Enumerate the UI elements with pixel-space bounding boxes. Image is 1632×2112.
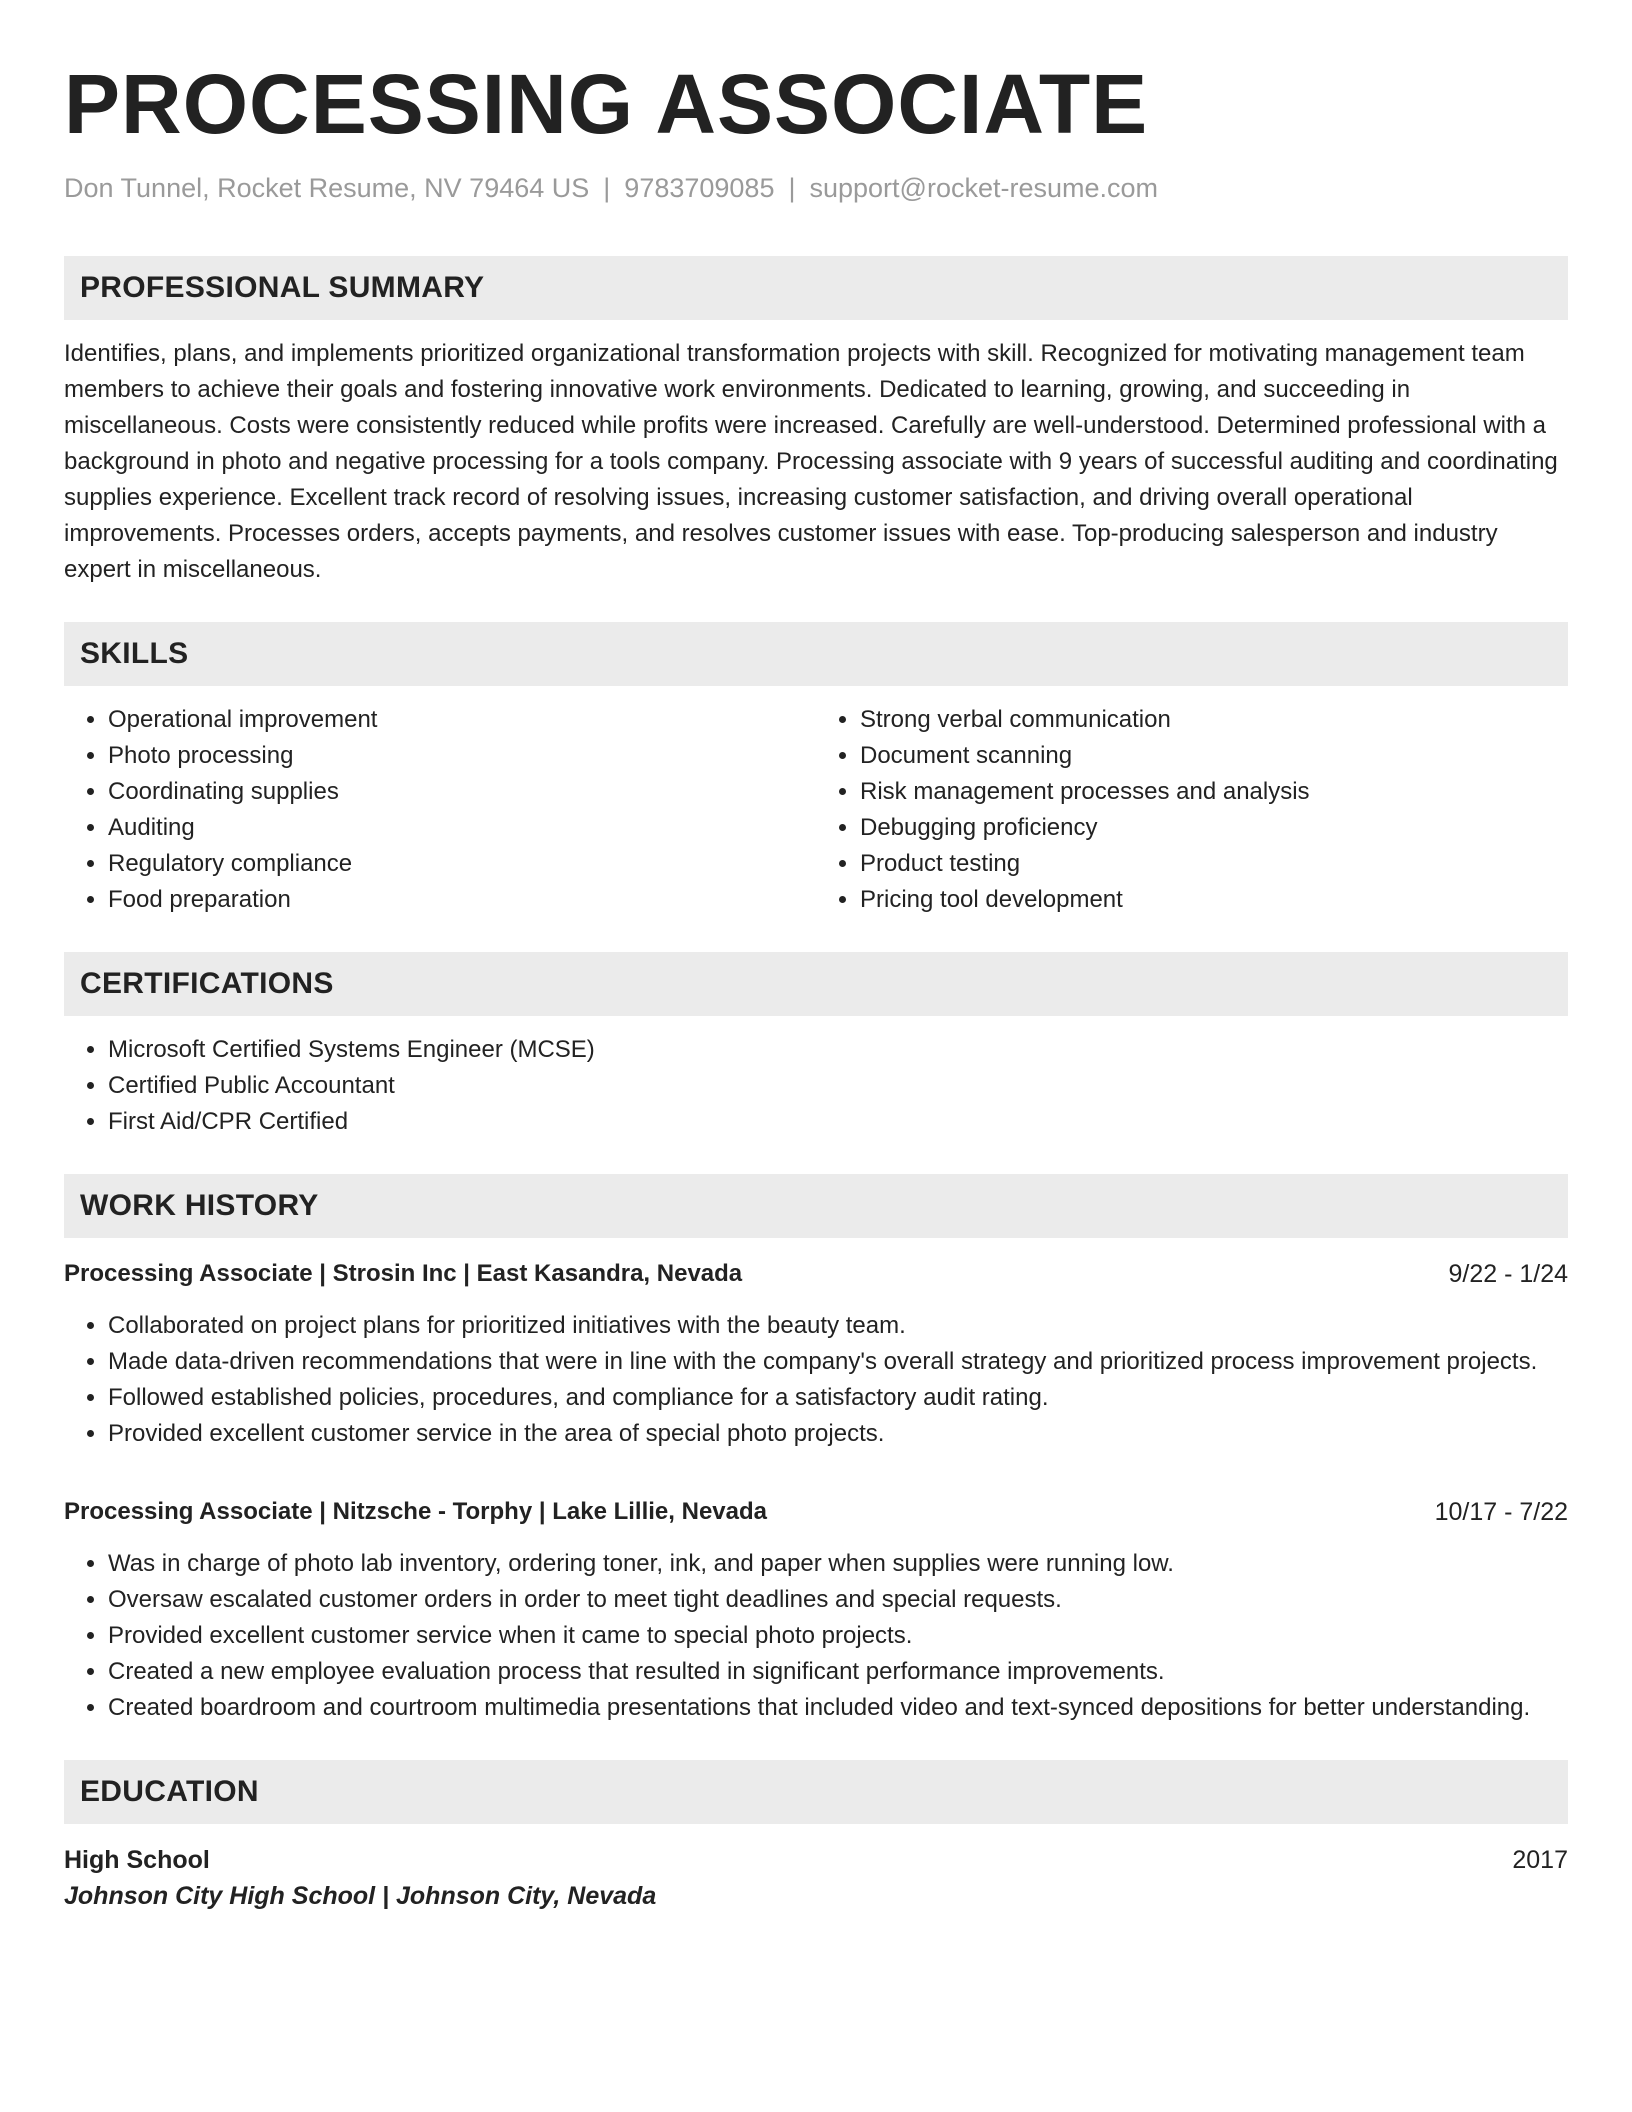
contact-separator: | <box>788 173 796 203</box>
job-entry <box>64 1256 1568 1452</box>
certification-item: • Certified Public Accountant <box>108 1068 1568 1104</box>
skill-item: • Debugging proficiency <box>860 810 1568 846</box>
certification-item: • Microsoft Certified Systems Engineer (MCSE) <box>108 1032 1568 1068</box>
education-section <box>64 1760 1568 1914</box>
work-history-section <box>64 1174 1568 1726</box>
skills-list-right <box>816 702 1568 918</box>
contact-address: Don Tunnel, Rocket Resume, NV 79464 US <box>64 173 590 203</box>
skill-item: • Regulatory compliance <box>108 846 816 882</box>
job-bullet: • Followed established policies, procedures, and compliance for a satisfactory audit rating. <box>108 1380 1568 1416</box>
job-header <box>64 1494 1568 1530</box>
job-bullet: • Collaborated on project plans for prioritized initiatives with the beauty team. <box>108 1308 1568 1344</box>
section-header-summary: PROFESSIONAL SUMMARY <box>64 256 1568 320</box>
certification-item: • First Aid/CPR Certified <box>108 1104 1568 1140</box>
job-dates: 9/22 - 1/24 <box>1448 1260 1568 1288</box>
contact-phone: 9783709085 <box>624 173 775 203</box>
contact-separator: | <box>603 173 611 203</box>
skill-item: • Document scanning <box>860 738 1568 774</box>
job-header <box>64 1256 1568 1292</box>
job-bullet: • Made data-driven recommendations that were in line with the company's overall strategy and prioritized process improvement projects. <box>108 1344 1568 1380</box>
job-heading: Processing Associate | Strosin Inc | East Kasandra, Nevada <box>64 1260 743 1287</box>
skill-item: • Risk management processes and analysis <box>860 774 1568 810</box>
summary-section <box>64 256 1568 588</box>
resume-title: PROCESSING ASSOCIATE <box>64 57 1149 151</box>
job-bullet: • Provided excellent customer service in the area of special photo projects. <box>108 1416 1568 1452</box>
skills-section <box>64 622 1568 918</box>
education-entry <box>64 1842 1568 1914</box>
job-bullets <box>64 1546 1568 1726</box>
education-year: 2017 <box>1512 1846 1568 1874</box>
skills-grid <box>64 702 1568 918</box>
education-school: Johnson City High School | Johnson City, Nevada <box>64 1882 657 1910</box>
skill-item: • Auditing <box>108 810 816 846</box>
education-header <box>64 1842 1568 1878</box>
section-header-work-history: WORK HISTORY <box>64 1174 1568 1238</box>
job-bullet: • Was in charge of photo lab inventory, ordering toner, ink, and paper when supplies were running low. <box>108 1546 1568 1582</box>
skills-list-left <box>64 702 816 918</box>
summary-text: Identifies, plans, and implements prioritized organizational transformation projects with skill. Recognized for motivating management team members to achieve their goals and fostering innovative work environments. Dedicated to learning, growing, and succeeding in miscellaneous. Costs were consistently reduced while profits were increased. Carefully are well-understood. Determined professional with a background in photo and negative processing for a tools company. Processing associate with 9 years of successful auditing and coordinating supplies experience. Excellent track record of resolving issues, increasing customer satisfaction, and driving overall operational improvements. Processes orders, accepts payments, and resolves customer issues with ease. Top-producing salesperson and industry expert in miscellaneous. <box>64 340 1558 583</box>
section-header-certifications: CERTIFICATIONS <box>64 952 1568 1016</box>
job-heading: Processing Associate | Nitzsche - Torphy | Lake Lillie, Nevada <box>64 1498 767 1525</box>
skill-item: • Pricing tool development <box>860 882 1568 918</box>
certifications-section <box>64 952 1568 1140</box>
section-header-skills: SKILLS <box>64 622 1568 686</box>
section-header-education: EDUCATION <box>64 1760 1568 1824</box>
skill-item: • Coordinating supplies <box>108 774 816 810</box>
job-bullet: • Oversaw escalated customer orders in order to meet tight deadlines and special requests. <box>108 1582 1568 1618</box>
skill-item: • Product testing <box>860 846 1568 882</box>
job-dates: 10/17 - 7/22 <box>1434 1498 1568 1526</box>
contact-email: support@rocket-resume.com <box>809 173 1159 203</box>
job-entry <box>64 1494 1568 1726</box>
skill-item: • Photo processing <box>108 738 816 774</box>
job-bullet: • Provided excellent customer service when it came to special photo projects. <box>108 1618 1568 1654</box>
job-bullets <box>64 1308 1568 1452</box>
skill-item: • Strong verbal communication <box>860 702 1568 738</box>
job-bullet: • Created a new employee evaluation process that resulted in significant performance improvements. <box>108 1654 1568 1690</box>
skill-item: • Food preparation <box>108 882 816 918</box>
contact-line <box>64 170 1568 206</box>
skill-item: • Operational improvement <box>108 702 816 738</box>
job-bullet: • Created boardroom and courtroom multimedia presentations that included video and text-synced depositions for better understanding. <box>108 1690 1568 1726</box>
certifications-list <box>64 1032 1568 1140</box>
education-degree: High School <box>64 1846 210 1874</box>
